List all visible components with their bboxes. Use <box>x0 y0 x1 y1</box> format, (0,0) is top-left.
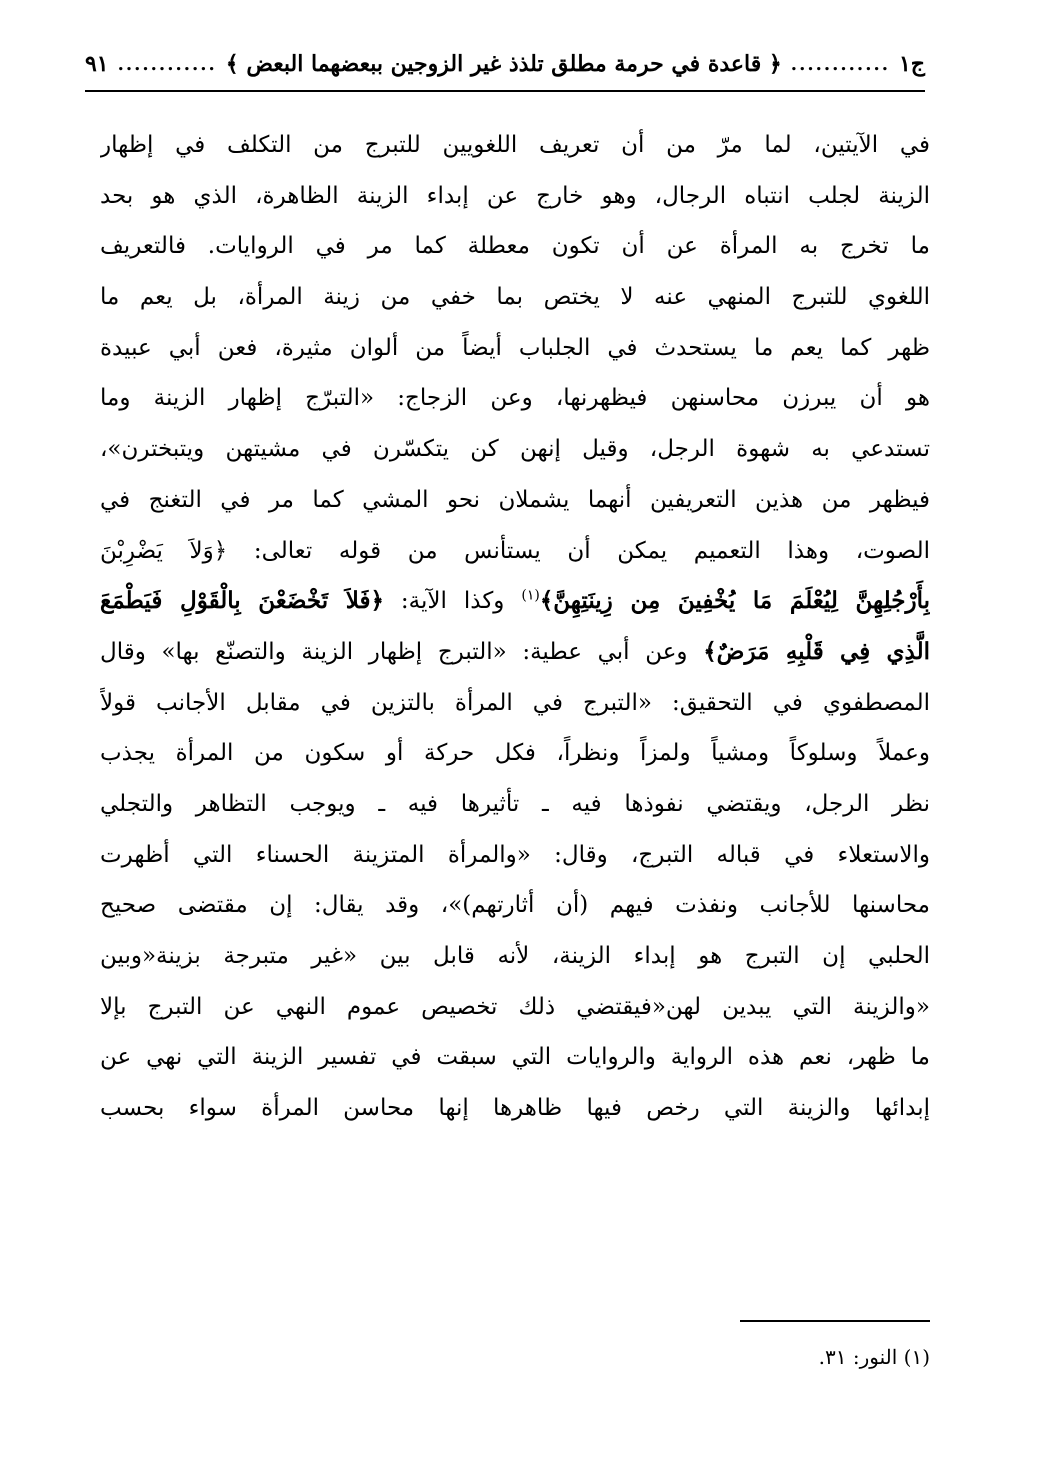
text-line: ظهر كما يعم ما يستحدث في الجلباب أيضاً من ألوان مثيرة، فعن أبي عبيدة <box>100 334 930 361</box>
text-line: اللغوي للتبرج المنهي عنه لا يختص بما خفي من زينة المرأة، بل يعم ما <box>100 284 930 311</box>
text-line-quran <box>100 576 930 627</box>
volume-label: ج١ <box>898 51 925 77</box>
body-text <box>100 120 930 1134</box>
text-line: المصطفوي في التحقيق: «التبرج في المرأة بالتزين في مقابل الأجانب قولاً <box>100 689 930 716</box>
text-line: محاسنها للأجانب ونفذت فيهم (أن أثارتهم)»، وقد يقال: إن مقتضى صحيح <box>100 892 930 919</box>
leader-dots-right: ............ <box>790 53 890 75</box>
text-line: ما ظهر، نعم هذه الرواية والروايات التي سبقت في تفسير الزينة التي نهي عن <box>100 1044 930 1071</box>
text-line: في الآيتين، لما مرّ من أن تعريف اللغويين للتبرج من التكلف في إظهار <box>100 132 930 158</box>
text-line: والاستعلاء في قباله التبرج، وقال: «والمرأة المتزينة الحسناء التي أظهرت <box>100 841 930 868</box>
line-text: وعن أبي عطية: «التبرج إظهار الزينة والتصنّع بها» وقال <box>100 638 704 665</box>
footnote-reference: (١) <box>521 587 540 604</box>
text-line: إبدائها والزينة التي رخص فيها ظاهرها إنها محاسن المرأة سواء بحسب <box>100 1095 930 1122</box>
line-text: وكذا الآية: <box>383 588 522 615</box>
running-head-title: ﴿ قاعدة في حرمة مطلق تلذذ غير الزوجين ببعضهما البعض ﴾ <box>225 51 782 77</box>
running-head <box>85 38 925 90</box>
text-line: وعملاً وسلوكاً ومشياً ولمزاً ونظراً، فكل حركة أو سكون من المرأة يجذب <box>100 740 930 767</box>
text-line: الصوت، وهذا التعميم يمكن أن يستأنس من قوله تعالى: ﴿وَلاَ يَضْرِبْنَ <box>100 537 930 564</box>
text-line: الزينة لجلب انتباه الرجال، وهو خارج عن إبداء الزينة الظاهرة، الذي هو بحد <box>100 182 930 209</box>
header-rule <box>85 90 925 92</box>
text-line: ما تخرج به المرأة عن أن تكون معطلة كما مر في الروايات. فالتعريف <box>100 233 930 260</box>
footnote-rule <box>740 1320 930 1322</box>
footnote: (١) النور: ٣١. <box>818 1345 930 1369</box>
leader-dots-left: ............ <box>117 53 217 75</box>
text-line: هو أن يبرزن محاسنهن فيظهرنها، وعن الزجاج: «التبرّج إظهار الزينة وما <box>100 385 930 412</box>
text-line: نظر الرجل، ويقتضي نفوذها فيه ـ تأثيرها فيه ـ ويوجب التظاهر والتجلي <box>100 790 930 817</box>
quran-verse: ﴿فَلاَ تَخْضَعْنَ بِالْقَوْلِ فَيَطْمَعَ <box>100 587 384 615</box>
text-line: الحلبي إن التبرج هو إبداء الزينة، لأنه قابل بين «غير متبرجة بزينة«وبين <box>100 943 930 969</box>
quran-verse: الَّذِي فِي قَلْبِهِ مَرَضٌ﴾ <box>703 637 930 665</box>
quran-verse: بِأَرْجُلِهِنَّ لِيُعْلَمَ مَا يُخْفِينَ مِن زِينَتِهِنَّ﴾ <box>539 587 930 615</box>
text-line: فيظهر من هذين التعريفين أنهما يشملان نحو المشي كما مر في التغنج في <box>100 486 930 513</box>
page-number: ٩١ <box>84 51 109 77</box>
text-line: «والزينة التي يبدين لهن«فيقتضي ذلك تخصيص عموم النهي عن التبرج بإلا <box>100 993 930 1020</box>
text-line-quran <box>100 627 930 678</box>
text-line: تستدعي به شهوة الرجل، وقيل إنهن كن يتكسّرن في مشيتهن ويتبخترن»، <box>100 436 930 463</box>
